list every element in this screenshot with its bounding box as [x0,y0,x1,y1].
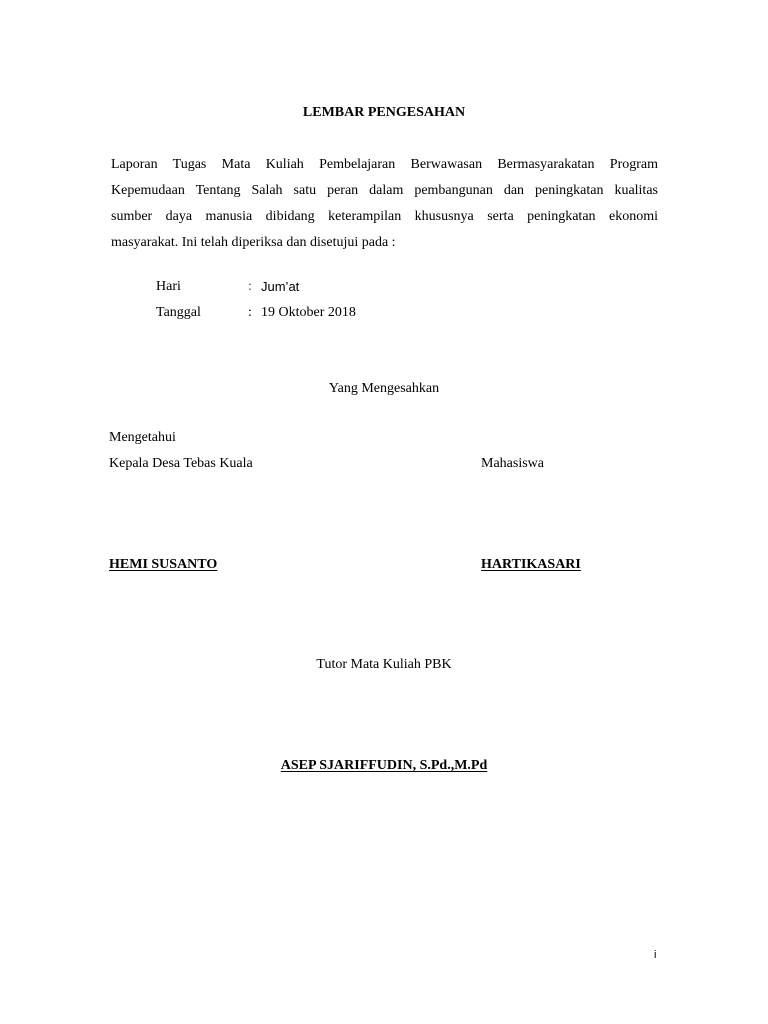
tutor-role: Tutor Mata Kuliah PBK [316,657,452,672]
tutor-name: ASEP SJARIFFUDIN, S.Pd.,M.Pd [280,758,488,773]
right-signatory-role: Mahasiswa [481,456,544,471]
document-title: LEMBAR PENGESAHAN [302,105,466,120]
date-label: Tanggal [156,305,201,320]
day-label: Hari [156,279,181,294]
body-paragraph [111,152,658,256]
page-number: i [654,949,657,961]
paragraph-line: masyarakat. Ini telah diperiksa dan disetujui pada : [111,235,396,250]
date-value: 19 Oktober 2018 [261,305,356,320]
paragraph-line: Laporan Tugas Mata Kuliah Pembelajaran Berwawasan Bermasyarakatan Program [111,157,658,172]
paragraph-line: Kepemudaan Tentang Salah satu peran dalam pembangunan dan peningkatan kualitas [111,183,658,198]
date-colon: : [248,305,252,320]
approval-heading: Yang Mengesahkan [328,381,440,396]
day-colon: : [248,279,252,294]
day-value: Jum’at [261,279,300,294]
acknowledge-label: Mengetahui [109,430,176,445]
paragraph-line: sumber daya manusia dibidang keterampilan khususnya serta peningkatan ekonomi [111,209,658,224]
right-signatory-name: HARTIKASARI [481,557,581,572]
left-signatory-name: HEMI SUSANTO [109,557,218,572]
left-signatory-role: Kepala Desa Tebas Kuala [109,456,253,471]
